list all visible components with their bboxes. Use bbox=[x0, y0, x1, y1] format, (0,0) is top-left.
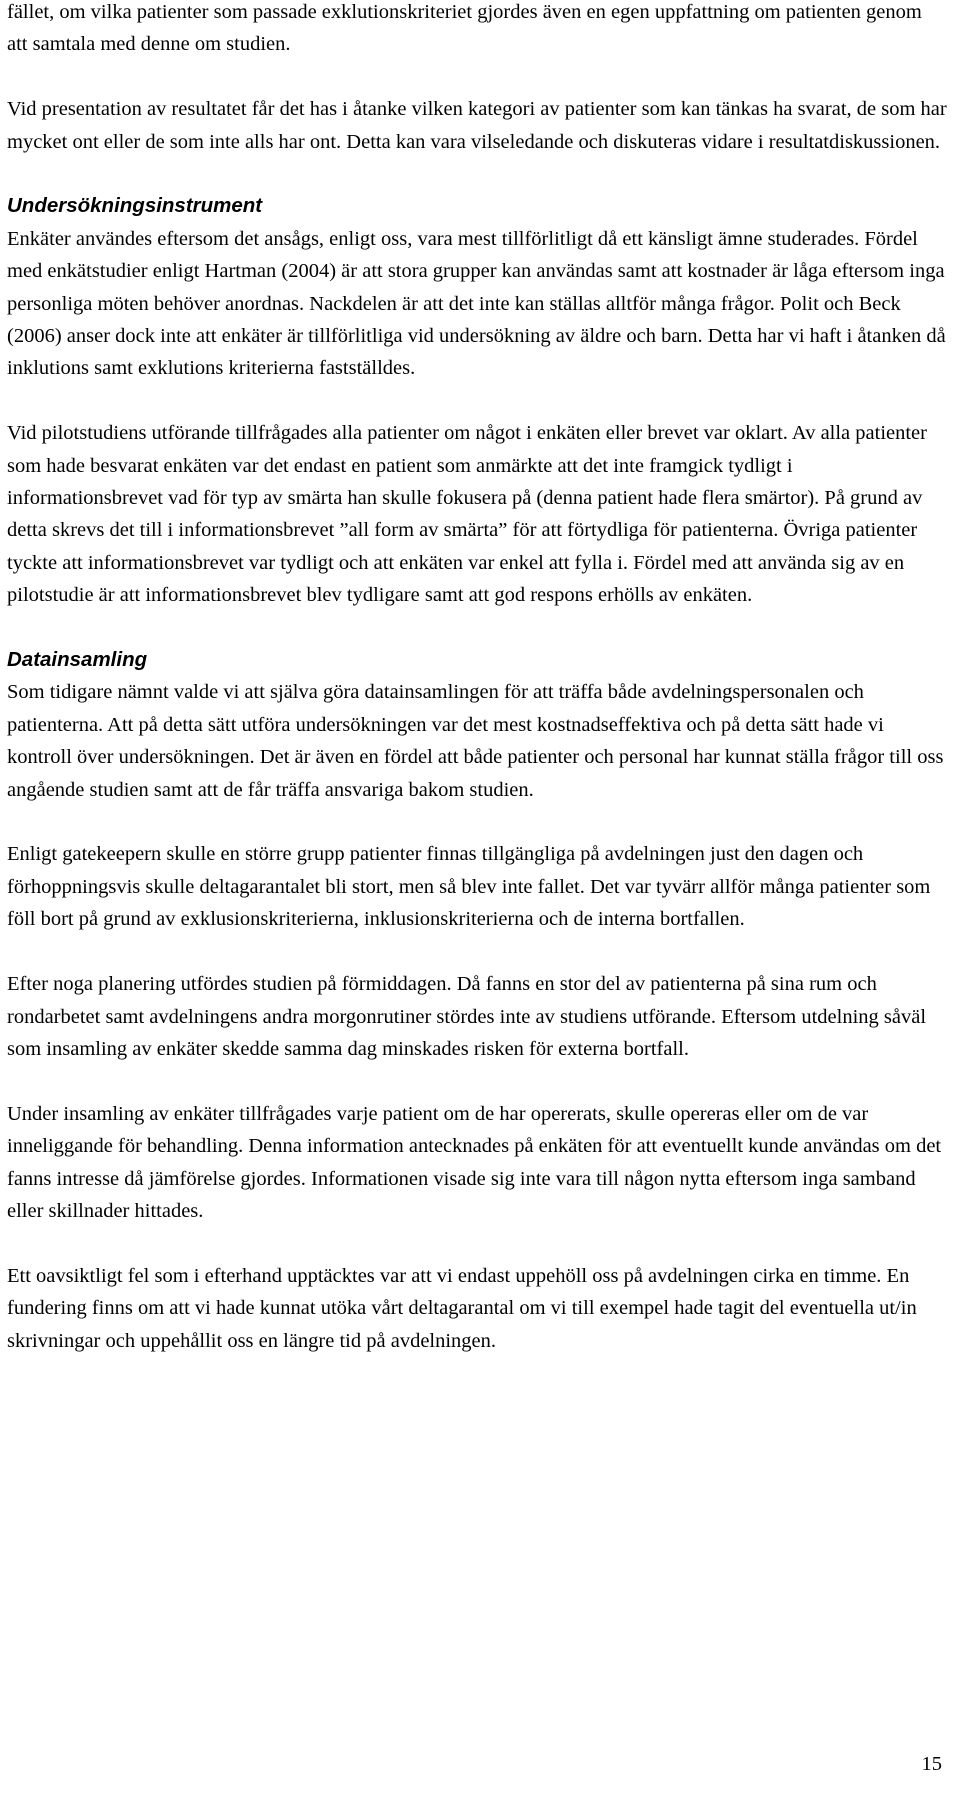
paragraph-gatekeeper: Enligt gatekeepern skulle en större grupp patienter finnas tillgängliga på avdelningen just den dagen och förhoppningsvis skulle deltagarantalet bli stort, men så blev inte fallet. Det var tyvärr allför många patienter som föll bort på grund av exklusionskriterierna, inklusionskriterierna och de interna bortfallen. bbox=[7, 843, 931, 931]
document-page bbox=[7, 0, 947, 1357]
section-heading-undersokningsinstrument: Undersökningsinstrument bbox=[7, 194, 263, 218]
paragraph-results-presentation: Vid presentation av resultatet får det has i åtanke vilken kategori av patienter som kan tänkas ha svarat, de som har mycket ont eller de som inte alls har ont. Detta kan vara vilseledande och diskuteras vidare i resultatdiskussionen. bbox=[7, 98, 947, 153]
paragraph-planning: Efter noga planering utfördes studien på förmiddagen. Då fanns en stor del av patienterna på sina rum och rondarbetet samt avdelningens andra morgonrutiner stördes inte av studiens utförande. Eftersom utdelning såväl som insamling av enkäter skedde samma dag minskades risken för externa bortfall. bbox=[7, 973, 927, 1060]
paragraph-pilot-study: Vid pilotstudiens utförande tillfrågades alla patienter om något i enkäten eller brevet var oklart. Av alla patienter som hade besvarat enkäten var det endast en patient som anmärkte att det inte framgick tydligt i informationsbrevet vad för typ av smärta han skulle fokusera på (denna patient hade flera smärtor). På grund av detta skrevs det till i informationsbrevet ”all form av smärta” för att förtydliga för patienterna. Övriga patienter tyckte att informationsbrevet var tydligt och att enkäten var enkel att fylla i. Fördel med att använda sig av en pilotstudie är att informationsbrevet blev tydligare samt att god respons erhölls av enkäten. bbox=[7, 422, 927, 607]
page-number: 15 bbox=[921, 1753, 942, 1775]
paragraph-data-collection: Som tidigare nämnt valde vi att själva göra datainsamlingen för att träffa både avdelningspersonalen och patienterna. Att på detta sätt utföra undersökningen var det mest kostnadseffektiva och på detta sätt hade vi kontroll över undersökningen. Det är även en fördel att både patienter och personal har kunnat ställa frågor till oss angående studien samt att de får träffa ansvariga bakom studien. bbox=[7, 681, 944, 801]
paragraph-exclusion-criteria-continued: fället, om vilka patienter som passade exklutionskriteriet gjordes även en egen uppfattning om patienten genom att samtala med denne om studien. bbox=[7, 1, 922, 56]
paragraph-collection-questions: Under insamling av enkäter tillfrågades varje patient om de har opererats, skulle opereras eller om de var inneliggande för behandling. Denna information antecknades på enkäten för att eventuellt kunde användas om det fanns intresse då jämförelse gjordes. Informationen visade sig inte vara till någon nytta eftersom inga samband eller skillnader hittades. bbox=[7, 1102, 942, 1222]
paragraph-unintended-error: Ett oavsiktligt fel som i efterhand upptäcktes var att vi endast uppehöll oss på avdelningen cirka en timme. En fundering finns om att vi hade kunnat utöka vårt deltagarantal om vi till exempel hade tagit del eventuella ut/in skrivningar och uppehållit oss en längre tid på avdelningen. bbox=[7, 1264, 917, 1352]
section-heading-datainsamling: Datainsamling bbox=[7, 648, 148, 672]
paragraph-survey-instrument: Enkäter användes eftersom det ansågs, enligt oss, vara mest tillförlitligt då ett känsligt ämne studerades. Fördel med enkätstudier enligt Hartman (2004) är att stora grupper kan användas samt att kostnader är låga eftersom inga personliga möten behöver anordnas. Nackdelen är att det inte kan ställas alltför många frågor. Polit och Beck (2006) anser dock inte att enkäter är tillförlitliga vid undersökning av äldre och barn. Detta har vi haft i åtanken då inklutions samt exklutions kriterierna fastställdes. bbox=[7, 227, 946, 380]
